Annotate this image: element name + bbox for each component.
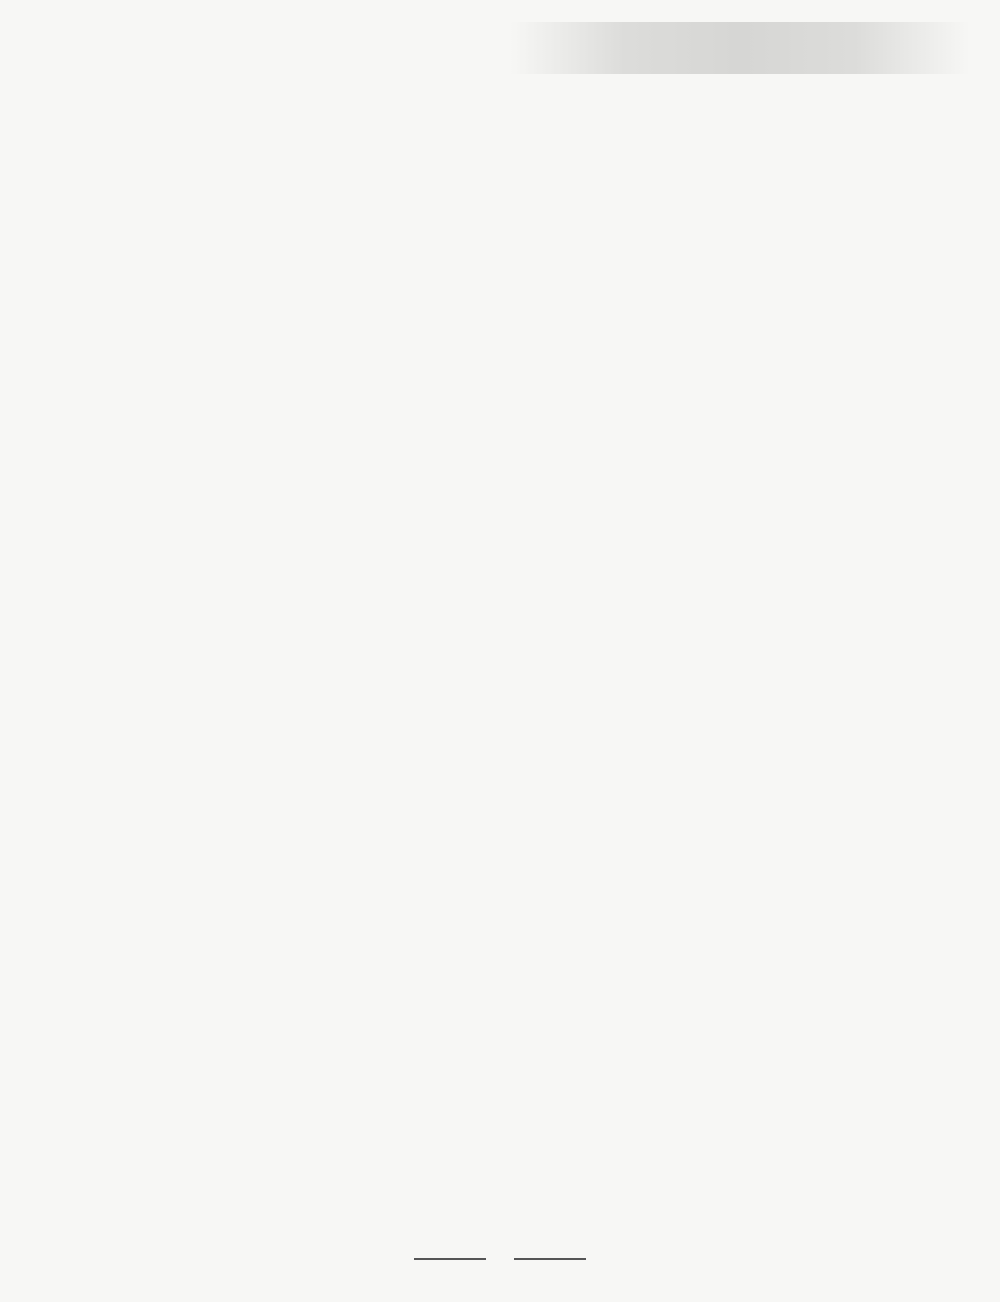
footer-rule-right [514, 1258, 586, 1260]
unit-banner [510, 22, 970, 74]
page-footer [0, 1258, 1000, 1260]
right-column [510, 4, 970, 86]
footer-rule-left [414, 1258, 486, 1260]
